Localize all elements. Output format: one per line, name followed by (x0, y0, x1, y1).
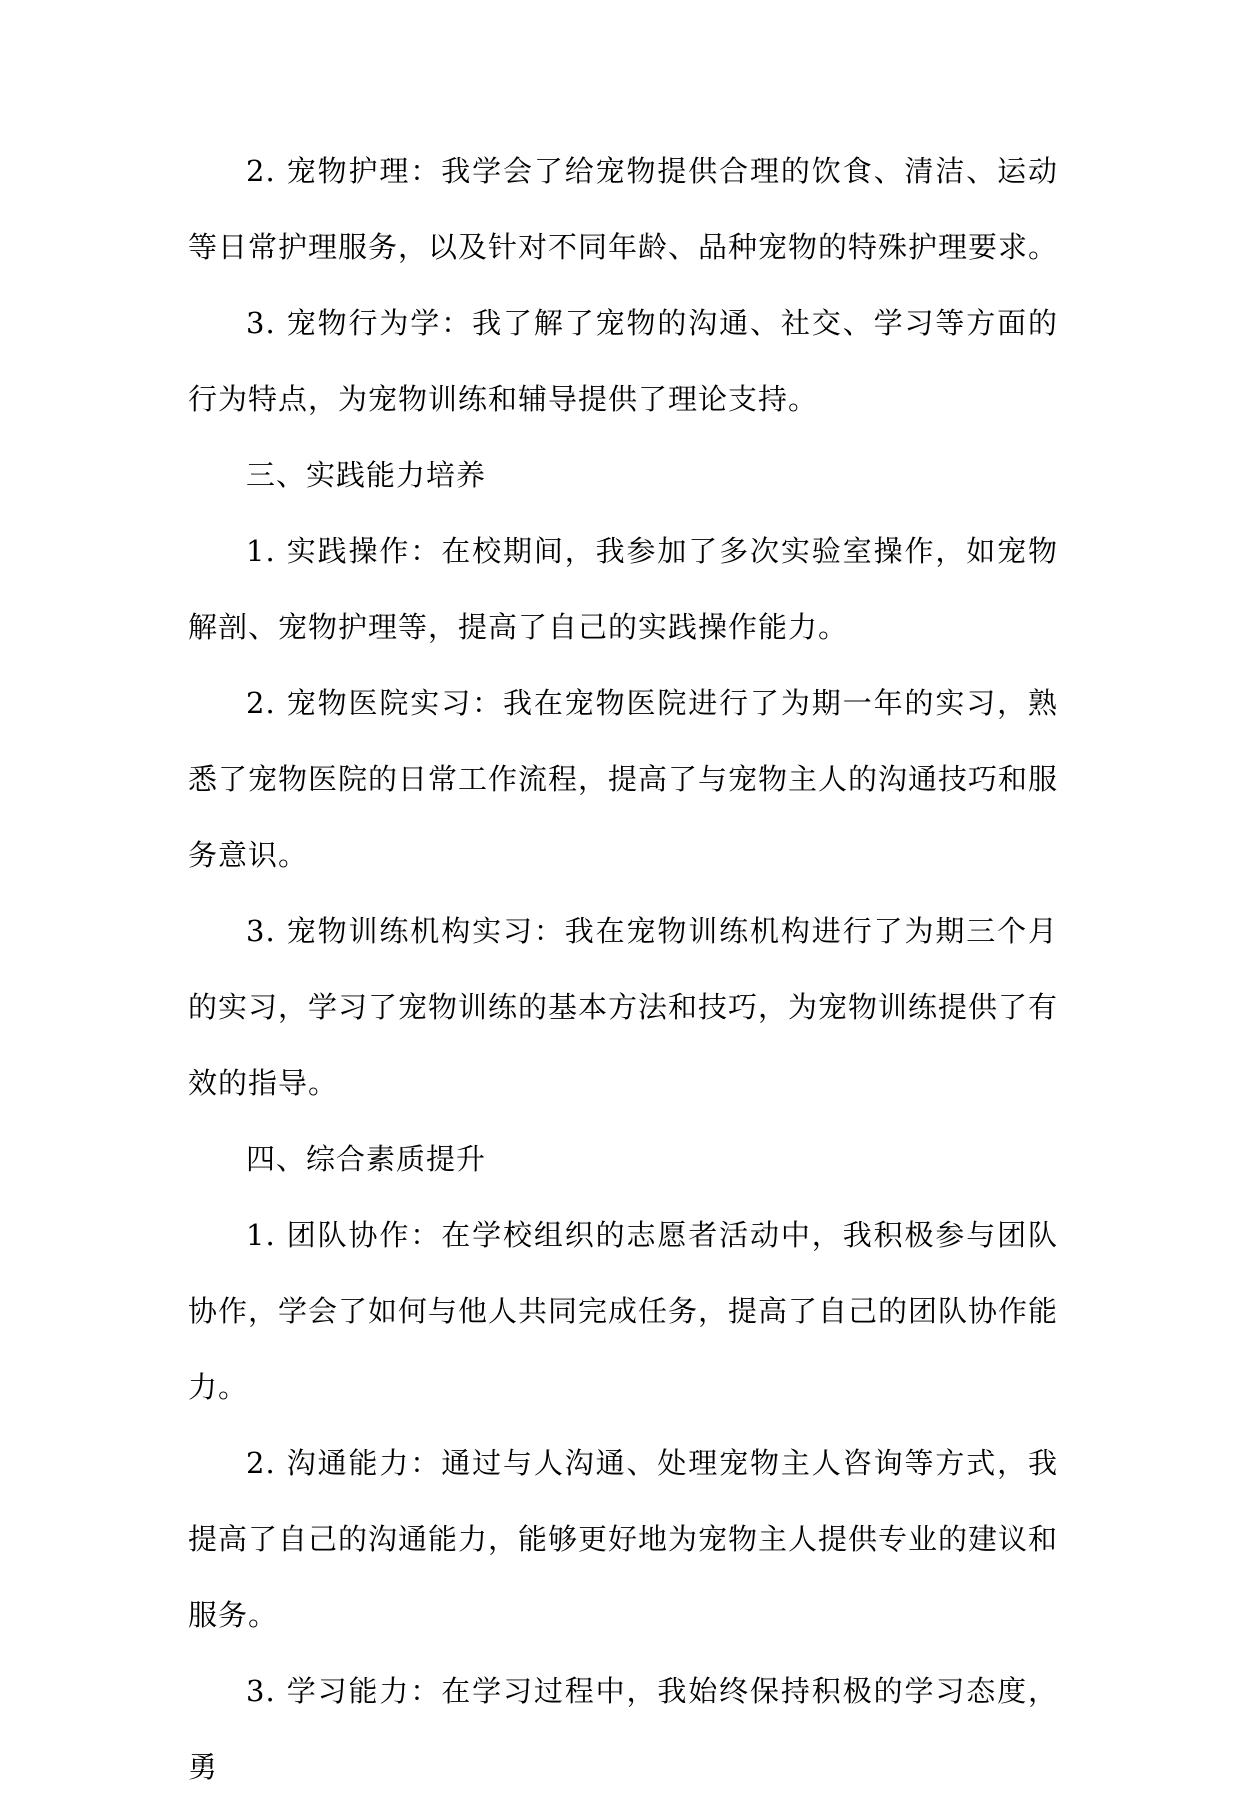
section-heading-practice: 三、实践能力培养 (246, 458, 487, 492)
paragraph-pet-care: 2. 宠物护理：我学会了给宠物提供合理的饮食、清洁、运动等日常护理服务，以及针对不同年龄、品种宠物的特殊护理要求。 (188, 154, 1059, 264)
paragraph-hospital-internship: 2. 宠物医院实习：我在宠物医院进行了为期一年的实习，熟悉了宠物医院的日常工作流程，提高了与宠物主人的沟通技巧和服务意识。 (188, 686, 1059, 872)
paragraph-learning-ability: 3. 学习能力：在学习过程中，我始终保持积极的学习态度，勇 (188, 1674, 1058, 1784)
document-body (188, 133, 1058, 1805)
paragraph-communication: 2. 沟通能力：通过与人沟通、处理宠物主人咨询等方式，我提高了自己的沟通能力，能够更好地为宠物主人提供专业的建议和服务。 (188, 1446, 1059, 1632)
paragraph-pet-behavior: 3. 宠物行为学：我了解了宠物的沟通、社交、学习等方面的行为特点，为宠物训练和辅导提供了理论支持。 (188, 306, 1058, 416)
paragraph-training-internship: 3. 宠物训练机构实习：我在宠物训练机构进行了为期三个月的实习，学习了宠物训练的基本方法和技巧，为宠物训练提供了有效的指导。 (188, 914, 1059, 1100)
section-heading-quality: 四、综合素质提升 (246, 1142, 487, 1176)
paragraph-teamwork: 1. 团队协作：在学校组织的志愿者活动中，我积极参与团队协作，学会了如何与他人共同完成任务，提高了自己的团队协作能力。 (188, 1218, 1059, 1404)
paragraph-practical-operation: 1. 实践操作：在校期间，我参加了多次实验室操作，如宠物解剖、宠物护理等，提高了自己的实践操作能力。 (188, 534, 1058, 644)
